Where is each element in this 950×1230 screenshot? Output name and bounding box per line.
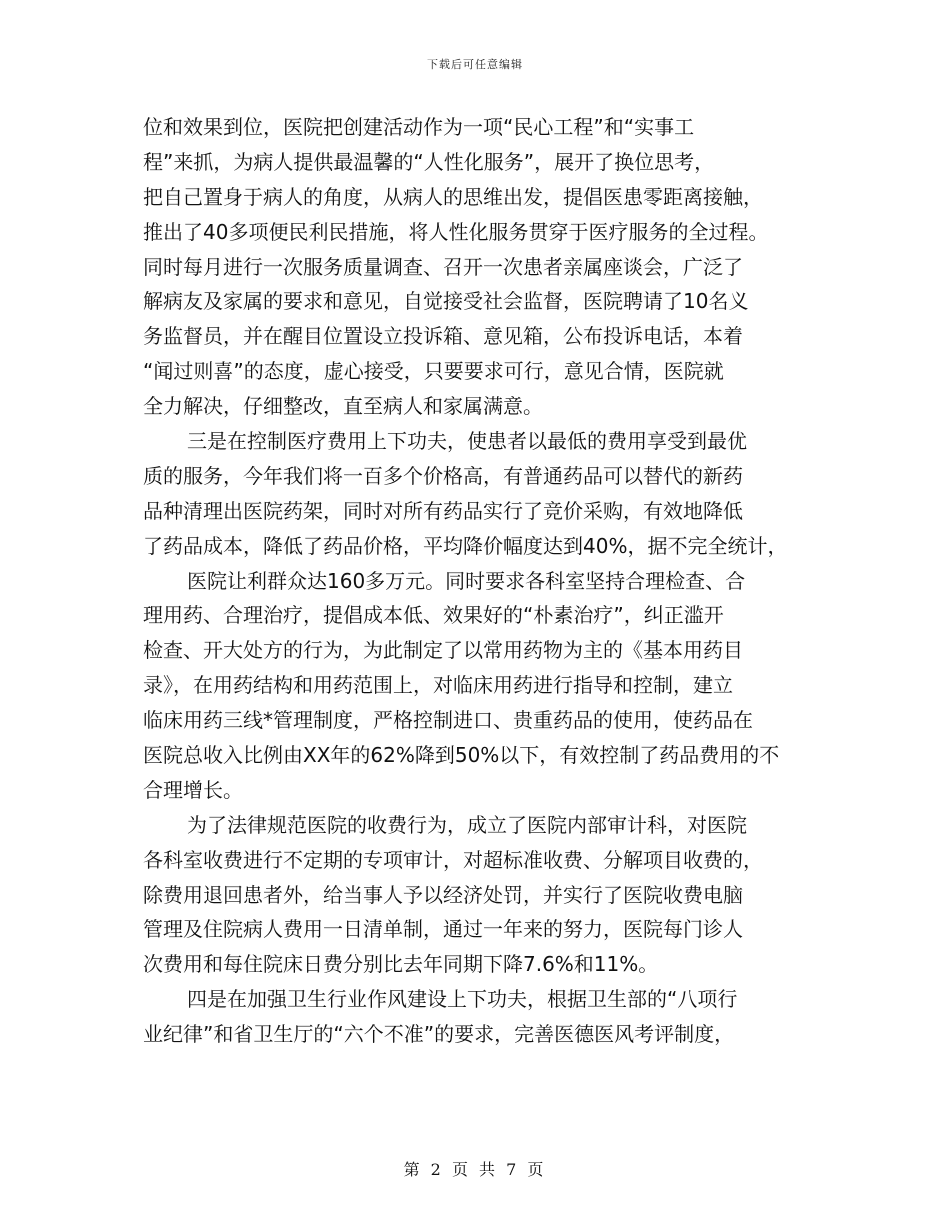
text-line: 把自己置身于病人的角度，从病人的思维出发，提倡医患零距离接触，	[143, 184, 763, 209]
text-line: 同时每月进行一次服务质量调查、召开一次患者亲属座谈会，广泛了	[143, 254, 743, 279]
text-line: 解病友及家属的要求和意见，自觉接受社会监督，医院聘请了10名义	[143, 289, 749, 314]
text-line: 合理增长。	[143, 777, 243, 802]
text-line: “闻过则喜”的态度，虚心接受，只要要求可行，意见合情，医院就	[143, 359, 724, 384]
paragraph-start-line: 为了法律规范医院的收费行为，成立了医院内部审计科，对医院	[187, 812, 747, 837]
text-line: 程”来抓，为病人提供最温馨的“人性化服务”，展开了换位思考，	[143, 149, 715, 174]
paragraph-start-line: 医院让利群众达160多万元。同时要求各科室坚持合理检查、合	[187, 568, 746, 593]
page-header: 下载后可任意编辑	[427, 58, 523, 71]
text-line: 全力解决，仔细整改，直至病人和家属满意。	[143, 394, 543, 419]
text-line: 务监督员，并在醒目位置设立投诉箱、意见箱，公布投诉电话，本着	[143, 324, 743, 349]
text-line: 各科室收费进行不定期的专项审计，对超标准收费、分解项目收费的，	[143, 847, 763, 872]
text-line: 检查、开大处方的行为，为此制定了以常用药物为主的《基本用药目	[143, 638, 743, 663]
paragraph-start-line: 四是在加强卫生行业作风建设上下功夫，根据卫生部的“八项行	[187, 987, 738, 1012]
text-line: 业纪律”和省卫生厅的“六个不准”的要求，完善医德医风考评制度，	[143, 1022, 735, 1047]
text-line: 次费用和每住院床日费分别比去年同期下降7.6%和11%。	[143, 952, 659, 977]
page-footer: 第 2 页 共 7 页	[403, 1160, 547, 1179]
text-line: 质的服务，今年我们将一百多个价格高，有普通药品可以替代的新药	[143, 463, 743, 488]
text-line: 了药品成本，降低了药品价格，平均降价幅度达到40%，据不完全统计，	[143, 533, 788, 558]
text-line: 录》，在用药结构和用药范围上，对临床用药进行指导和控制，建立	[143, 673, 733, 698]
text-line: 理用药、合理治疗，提倡成本低、效果好的“朴素治疗”，纠正滥开	[143, 603, 724, 628]
text-line: 管理及住院病人费用一日清单制，通过一年来的努力，医院每门诊人	[143, 917, 743, 942]
text-line: 医院总收入比例由XX年的62%降到50%以下，有效控制了药品费用的不	[143, 743, 780, 768]
paragraph-start-line: 三是在控制医疗费用上下功夫，使患者以最低的费用享受到最优	[187, 429, 747, 454]
text-line: 品种清理出医院药架，同时对所有药品实行了竞价采购，有效地降低	[143, 498, 743, 523]
text-line: 推出了40多项便民利民措施，将人性化服务贯穿于医疗服务的全过程。	[143, 219, 769, 244]
text-line: 位和效果到位，医院把创建活动作为一项“民心工程”和“实事工	[143, 115, 695, 139]
text-line: 临床用药三线*管理制度，严格控制进口、贵重药品的使用，使药品在	[143, 708, 753, 733]
body-text	[143, 110, 823, 1052]
text-line: 除费用退回患者外，给当事人予以经济处罚，并实行了医院收费电脑	[143, 882, 743, 907]
